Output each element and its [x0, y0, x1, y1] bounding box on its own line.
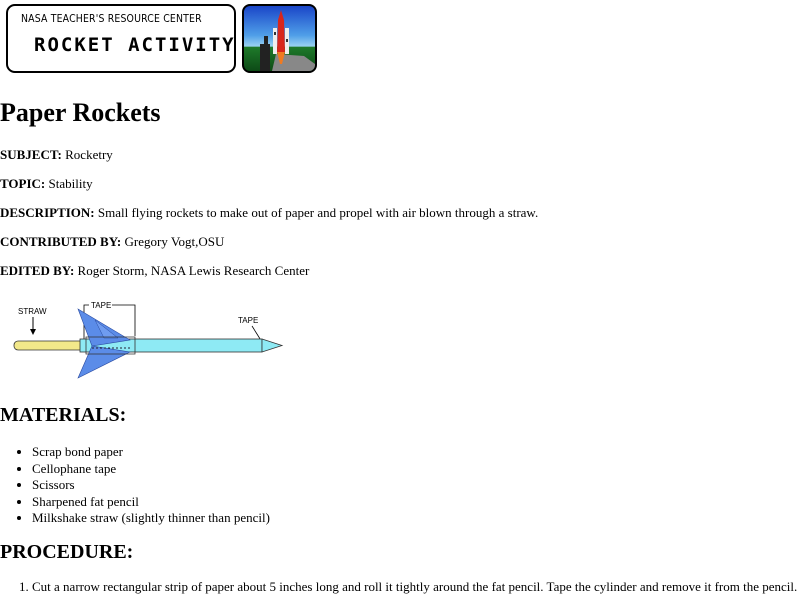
list-item: 1. Cut a narrow rectangular strip of paper about 5 inches long and roll it tightly around the fat pencil. Tape the cylinder and remove it from the pencil. [32, 579, 797, 595]
field-value: Rocketry [65, 147, 113, 162]
field-label: TOPIC: [0, 176, 46, 191]
list-item: • Scissors [32, 477, 270, 494]
tape-fins-label: TAPE [91, 301, 112, 310]
materials-list [0, 444, 270, 527]
field-subject [0, 147, 113, 163]
field-label: SUBJECT: [0, 147, 62, 162]
field-topic [0, 176, 93, 192]
field-description [0, 205, 538, 221]
field-label: CONTRIBUTED BY: [0, 234, 122, 249]
tape-nose-label: TAPE [238, 316, 259, 325]
list-item: • Scrap bond paper [32, 444, 270, 461]
straw-label: STRAW [18, 307, 47, 316]
field-value: Roger Storm, NASA Lewis Research Center [77, 263, 310, 278]
banner-title: ROCKET ACTIVITY [34, 34, 236, 56]
field-label: EDITED BY: [0, 263, 75, 278]
field-value: Stability [48, 176, 93, 191]
paper-rocket-diagram [0, 292, 300, 392]
field-value: Gregory Vogt,OSU [124, 234, 225, 249]
page-title: Paper Rockets [0, 98, 161, 127]
banner-logo [6, 4, 236, 73]
procedure-list [0, 579, 797, 595]
list-item: • Sharpened fat pencil [32, 494, 270, 511]
materials-heading: MATERIALS: [0, 404, 127, 426]
banner-subtitle: NASA TEACHER'S RESOURCE CENTER [21, 12, 202, 25]
field-edited-by [0, 263, 309, 279]
procedure-heading: PROCEDURE: [0, 541, 134, 563]
rocket-launch-icon [242, 4, 317, 73]
field-label: DESCRIPTION: [0, 205, 95, 220]
list-item: • Cellophane tape [32, 461, 270, 478]
field-value: Small flying rockets to make out of paper and propel with air blown through a straw. [97, 205, 539, 220]
field-contributed-by [0, 234, 224, 250]
list-item: • Milkshake straw (slightly thinner than pencil) [32, 510, 270, 527]
